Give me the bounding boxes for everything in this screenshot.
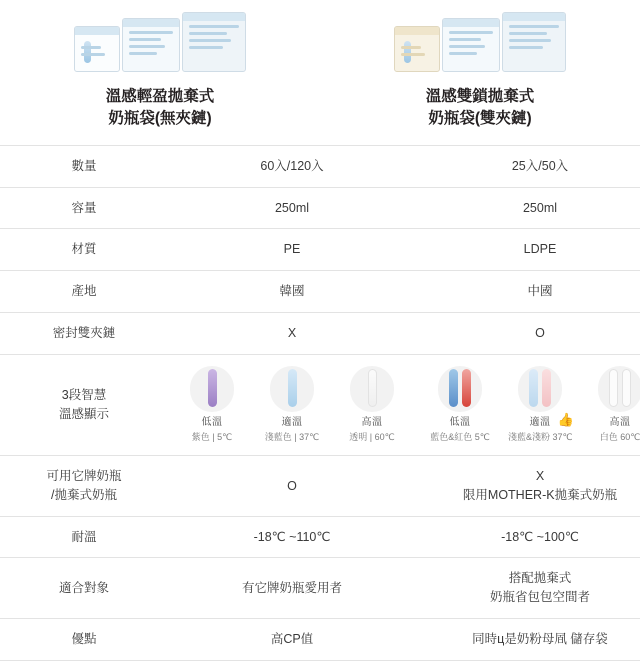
thermo-right-mid-name: 適溫 (529, 416, 551, 428)
row-value-right-advantage: 同時ц是奶粉母凮 儲存袋 (416, 618, 640, 660)
row-value-left-origin: 韓國 (168, 271, 416, 313)
row-value-right-capacity: 250ml (416, 187, 640, 229)
row-label-thermo (0, 354, 168, 456)
package-front-right (394, 26, 440, 72)
table-row (0, 271, 640, 313)
comparison-table (0, 145, 640, 661)
row-value-left-advantage: 高CP值 (168, 618, 416, 660)
row-value-right-compatibility-line1: X (535, 469, 545, 484)
row-value-right-origin: 中國 (416, 271, 640, 313)
row-label-temperature: 耐溫 (0, 516, 168, 558)
package-mid-right (442, 18, 500, 72)
row-value-right-audience-line1: 搭配拋棄式 (508, 571, 572, 586)
row-value-right-material: LDPE (416, 229, 640, 271)
row-label-compatibility (0, 456, 168, 517)
table-row (0, 312, 640, 354)
row-value-right-audience (416, 558, 640, 619)
table-row (0, 558, 640, 619)
row-value-left-quantity: 60入/120入 (168, 145, 416, 187)
row-value-left-audience: 有它牌奶瓶愛用者 (168, 558, 416, 619)
table-row (0, 187, 640, 229)
thermometer-icon (518, 366, 562, 412)
row-label-zipper: 密封雙夾鏈 (0, 312, 168, 354)
pack-group-left (74, 12, 246, 72)
thermo-right-low (428, 366, 492, 445)
row-value-right-compatibility (416, 456, 640, 517)
thermo-left-low (180, 366, 244, 445)
row-label-compatibility-line1: 可用它牌奶瓶 (46, 469, 122, 484)
table-row (0, 456, 640, 517)
thermo-left-high (340, 366, 404, 445)
row-value-left-capacity: 250ml (168, 187, 416, 229)
thermometer-icon (270, 366, 314, 412)
thermo-right-mid-detail: 淺藍&淺粉 37℃ (508, 431, 573, 442)
thermometer-icon (598, 366, 640, 412)
product-title-right (320, 86, 640, 131)
product-images-row (0, 0, 640, 72)
product-titles-row (0, 72, 640, 145)
product-image-left (0, 0, 320, 72)
package-box-left (182, 12, 246, 72)
table-row (0, 229, 640, 271)
row-value-left-material: PE (168, 229, 416, 271)
row-value-right-zipper: O (416, 312, 640, 354)
table-row (0, 516, 640, 558)
package-box-right (502, 12, 566, 72)
thermometer-icon (350, 366, 394, 412)
product-title-left (0, 86, 320, 131)
row-label-compatibility-line2: /拋棄式奶瓶 (51, 487, 117, 502)
table-row (0, 618, 640, 660)
thermo-right-mid (508, 366, 572, 445)
row-label-material: 材質 (0, 229, 168, 271)
thermo-right-low-detail: 藍色&紅色 5℃ (430, 431, 490, 442)
thermometer-icon (190, 366, 234, 412)
thermo-left-low-name: 低溫 (201, 416, 223, 428)
thermometer-icon (438, 366, 482, 412)
row-value-left-temperature: -18℃ ~110℃ (168, 516, 416, 558)
row-value-left-zipper: X (168, 312, 416, 354)
thermo-right-high-detail: 白色 60℃ (599, 431, 640, 442)
table-row (0, 145, 640, 187)
row-value-left-thermo (168, 354, 416, 456)
row-value-right-quantity: 25入/50入 (416, 145, 640, 187)
product-title-right-line1: 溫感雙鎖拋棄式 (425, 88, 535, 105)
row-label-quantity: 數量 (0, 145, 168, 187)
thermo-left-mid-detail: 淺藍色 | 37℃ (264, 431, 320, 442)
thumbs-up-icon: 👍 (557, 411, 574, 427)
thermo-left-mid-name: 適溫 (281, 416, 303, 428)
thermo-left-low-detail: 紫色 | 5℃ (191, 431, 233, 442)
row-value-right-temperature: -18℃ ~100℃ (416, 516, 640, 558)
package-front-left (74, 26, 120, 72)
package-mid-left (122, 18, 180, 72)
pack-group-right (394, 12, 566, 72)
row-value-left-compatibility: O (168, 456, 416, 517)
row-label-audience: 適合對象 (0, 558, 168, 619)
row-value-right-audience-line2: 奶瓶省包包空間者 (489, 590, 590, 605)
product-title-left-line2: 奶瓶袋(無夾鏈) (108, 110, 212, 128)
row-label-advantage: 優點 (0, 618, 168, 660)
row-value-right-thermo (416, 354, 640, 456)
row-label-thermo-line2: 溫感顯示 (58, 406, 109, 421)
row-label-origin: 產地 (0, 271, 168, 313)
row-label-capacity: 容量 (0, 187, 168, 229)
row-label-thermo-line1: 3段智慧 (61, 388, 107, 403)
thermo-left-high-detail: 透明 | 60℃ (349, 431, 395, 442)
thermo-right-high-name: 高溫 (609, 416, 631, 428)
product-image-right (320, 0, 640, 72)
row-value-right-compatibility-line2: 限用MOTHER-K拋棄式奶瓶 (462, 487, 618, 502)
table-row-thermometer (0, 354, 640, 456)
product-title-left-line1: 溫感輕盈拋棄式 (105, 88, 215, 105)
thermo-right-high (588, 366, 640, 445)
product-title-right-line2: 奶瓶袋(雙夾鏈) (428, 110, 532, 128)
thermo-left-high-name: 高溫 (361, 416, 383, 428)
thermo-left-mid (260, 366, 324, 445)
thermo-right-low-name: 低溫 (449, 416, 471, 428)
